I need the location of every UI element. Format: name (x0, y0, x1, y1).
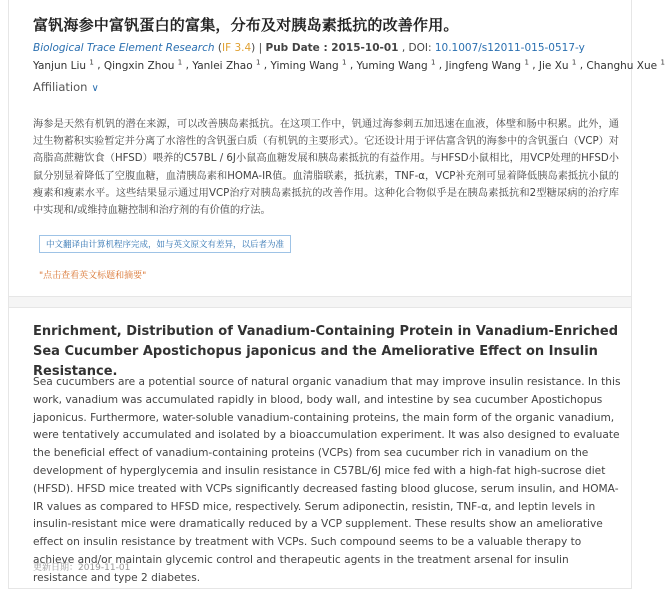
article-page (8, 0, 665, 589)
author-link[interactable]: Jingfeng Wang $^1$ (445, 58, 529, 72)
chinese-title: 富钒海参中富钒蛋白的富集，分布及对胰岛素抵抗的改善作用。 (33, 16, 459, 34)
english-title: Enrichment, Distribution of Vanadium-Containing Protein in Vanadium-Enriched Sea Cucumber Apostichopus japonicus and the Ameliorative Effect on Insulin Resistance. (33, 324, 619, 379)
author-link[interactable]: Yiming Wang $^1$ (270, 58, 347, 72)
affiliation-index: 1 (342, 58, 347, 66)
author-separator: , (182, 59, 193, 72)
if-open-paren: ( (217, 42, 222, 54)
journal-link[interactable]: Biological Trace Element Research (33, 42, 215, 54)
affiliation-toggle[interactable] (33, 80, 99, 94)
affiliation-index: 1 (89, 58, 94, 66)
author-separator: , (346, 59, 357, 72)
affiliation-index: 1 (524, 58, 529, 66)
impact-factor[interactable]: IF 3.4 (221, 42, 252, 54)
affiliation-label: Affiliation (33, 80, 88, 94)
show-english-link[interactable]: "点击查看英文标题和摘要" (39, 271, 147, 281)
author-link[interactable]: Yanjun Liu $^1$ (33, 58, 94, 72)
author-separator: , (260, 59, 271, 72)
affiliation-index: 1 (255, 58, 261, 66)
author-separator: , (435, 59, 446, 72)
chinese-abstract: 海参是天然有机钒的潜在来源，可以改善胰岛素抵抗。在这项工作中，钒通过海参刺五加迅速在血液，体壁和肠中积累。此外，通过生物蓄积实验暂定并分离了水溶性的含钒蛋白质（有机钒的主要形式）。它还设计用于评估富含钒的海参中的含钒蛋白（VCP）对高脂高蔗糖饮食（HFSD）喂养的C57BL / 6J小鼠高血糖发展和胰岛素抵抗的有益作用。与HFSD小鼠相比，用VCP处理的HFSD小鼠分别显着降低了空腹血糖，血清胰岛素和HOMA-IR值。血清脂联素，抵抗素，TNF-α，VCP补充剂可显着降低胰岛素抵抗小鼠的瘦素和瘦素水平。这些结果显示通过用VCP治疗对胰岛素抵抗的改善作用。这种化合物似乎是在胰岛素抵抗和2型糖尿病的治疗库中实现和/或维持血糖控制和治疗剂的有价值的疗法。 (33, 119, 619, 217)
chinese-card (9, 0, 665, 295)
separator: | (258, 42, 263, 54)
affiliation-index: 1 (660, 58, 665, 66)
author-separator: , (93, 59, 104, 72)
machine-translation-note: 中文翻译由计算机程序完成，如与英文原文有差异，以后者为准 (39, 235, 291, 253)
affiliation-index: 1 (571, 58, 577, 66)
author-link[interactable]: Changhu Xue $^1$ (586, 58, 665, 72)
if-close-paren: ) (251, 42, 256, 54)
author-link[interactable]: Yanlei Zhao $^1$ (192, 58, 261, 72)
affiliation-index: 1 (431, 58, 436, 66)
section-divider (9, 296, 631, 308)
author-link[interactable]: Yuming Wang $^1$ (356, 58, 436, 72)
updated-date: 更新日期：2019-11-01 (33, 563, 131, 573)
pub-date: Pub Date : 2015-10-01 (265, 42, 399, 54)
doi-label: DOI: (408, 42, 432, 54)
publication-meta (33, 42, 585, 54)
doi-link[interactable]: 10.1007/s12011-015-0517-y (434, 42, 585, 54)
english-abstract: Sea cucumbers are a potential source of natural organic vanadium that may improve insulin resistance. In this work, vanadium was accumulated rapidly in blood, body wall, and intestine by sea cucumber Apostichopus japonicus. Furthermore, water-soluble vanadium-containing proteins, the main form of the organic vanadium, were tentatively accumulated and isolated by a bioaccumulation experiment. It was also designed to evaluate the beneficial effect of vanadium-containing proteins (VCPs) from sea cucumber rich in vanadium on the development of hyperglycemia and insulin resistance in C57BL/6J mice fed with a high-fat high-sucrose diet (HFSD). HFSD mice treated with VCPs significantly decreased fasting blood glucose, serum insulin, and HOMA-IR values as compared to HFSD mice, respectively. Serum adiponectin, resistin, TNF-α, and leptin levels in insulin-resistant mice were dramatically reduced by a VCP supplement. These results show an ameliorative effect on insulin resistance by treatment with VCPs. Such compound seems to be a valuable therapy to achieve and/or maintain glycemic control and therapeutic agents in the treatment arsenal for insulin resistance and type 2 diabetes. (33, 376, 621, 584)
author-link[interactable]: Jie Xu $^1$ (538, 58, 577, 72)
author-separator: , (576, 59, 587, 72)
affiliation-index: 1 (177, 58, 183, 66)
separator: , (401, 42, 406, 54)
chevron-down-icon: ∨ (91, 83, 99, 94)
author-separator: , (528, 59, 539, 72)
author-list (33, 58, 665, 72)
author-link[interactable]: Qingxin Zhou $^1$ (103, 58, 183, 72)
